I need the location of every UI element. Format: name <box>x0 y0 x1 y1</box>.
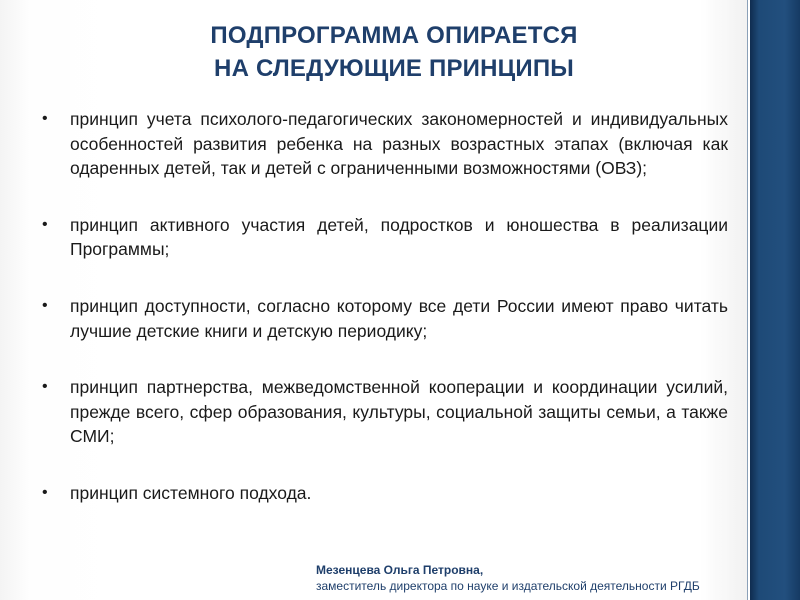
bullet-dot-icon: • <box>42 296 48 314</box>
principle-text: принцип системного подхода. <box>70 482 312 503</box>
bullet-dot-icon: • <box>42 215 48 233</box>
slide-title <box>60 19 728 85</box>
title-line-2: НА СЛЕДУЮЩИЕ ПРИНЦИПЫ <box>214 55 574 82</box>
list-item <box>38 107 728 181</box>
list-item <box>38 213 728 262</box>
title-line-1: ПОДПРОГРАММА ОПИРАЕТСЯ <box>210 22 578 49</box>
principle-text: принцип доступности, согласно которому все дети России имеют право читать лучшие детские книги и детскую периодику; <box>70 295 728 341</box>
principle-text: принцип учета психолого-педагогических закономерностей и индивидуальных особенностей развития ребенка на разных возрастных этапах (включая как одаренных детей, так и детей с ограниченными возможностями (ОВЗ); <box>70 109 728 179</box>
principles-list <box>38 107 728 506</box>
author-name: Мезенцева Ольга Петровна, <box>316 563 484 577</box>
list-item <box>38 375 728 449</box>
bullet-dot-icon: • <box>42 378 48 396</box>
list-item <box>38 481 728 506</box>
author-credit <box>316 562 746 594</box>
side-accent-bar <box>748 0 800 600</box>
principle-text: принцип активного участия детей, подростков и юношества в реализации Программы; <box>70 214 728 260</box>
list-item <box>38 294 728 343</box>
bullet-dot-icon: • <box>42 483 48 501</box>
principle-text: принцип партнерства, межведомственной кооперации и координации усилий, прежде всего, сфер образования, культуры, социальной защиты семьи, а также СМИ; <box>70 377 728 447</box>
author-position: заместитель директора по науке и издательской деятельности РГДБ <box>316 579 700 593</box>
bullet-dot-icon: • <box>42 110 48 127</box>
